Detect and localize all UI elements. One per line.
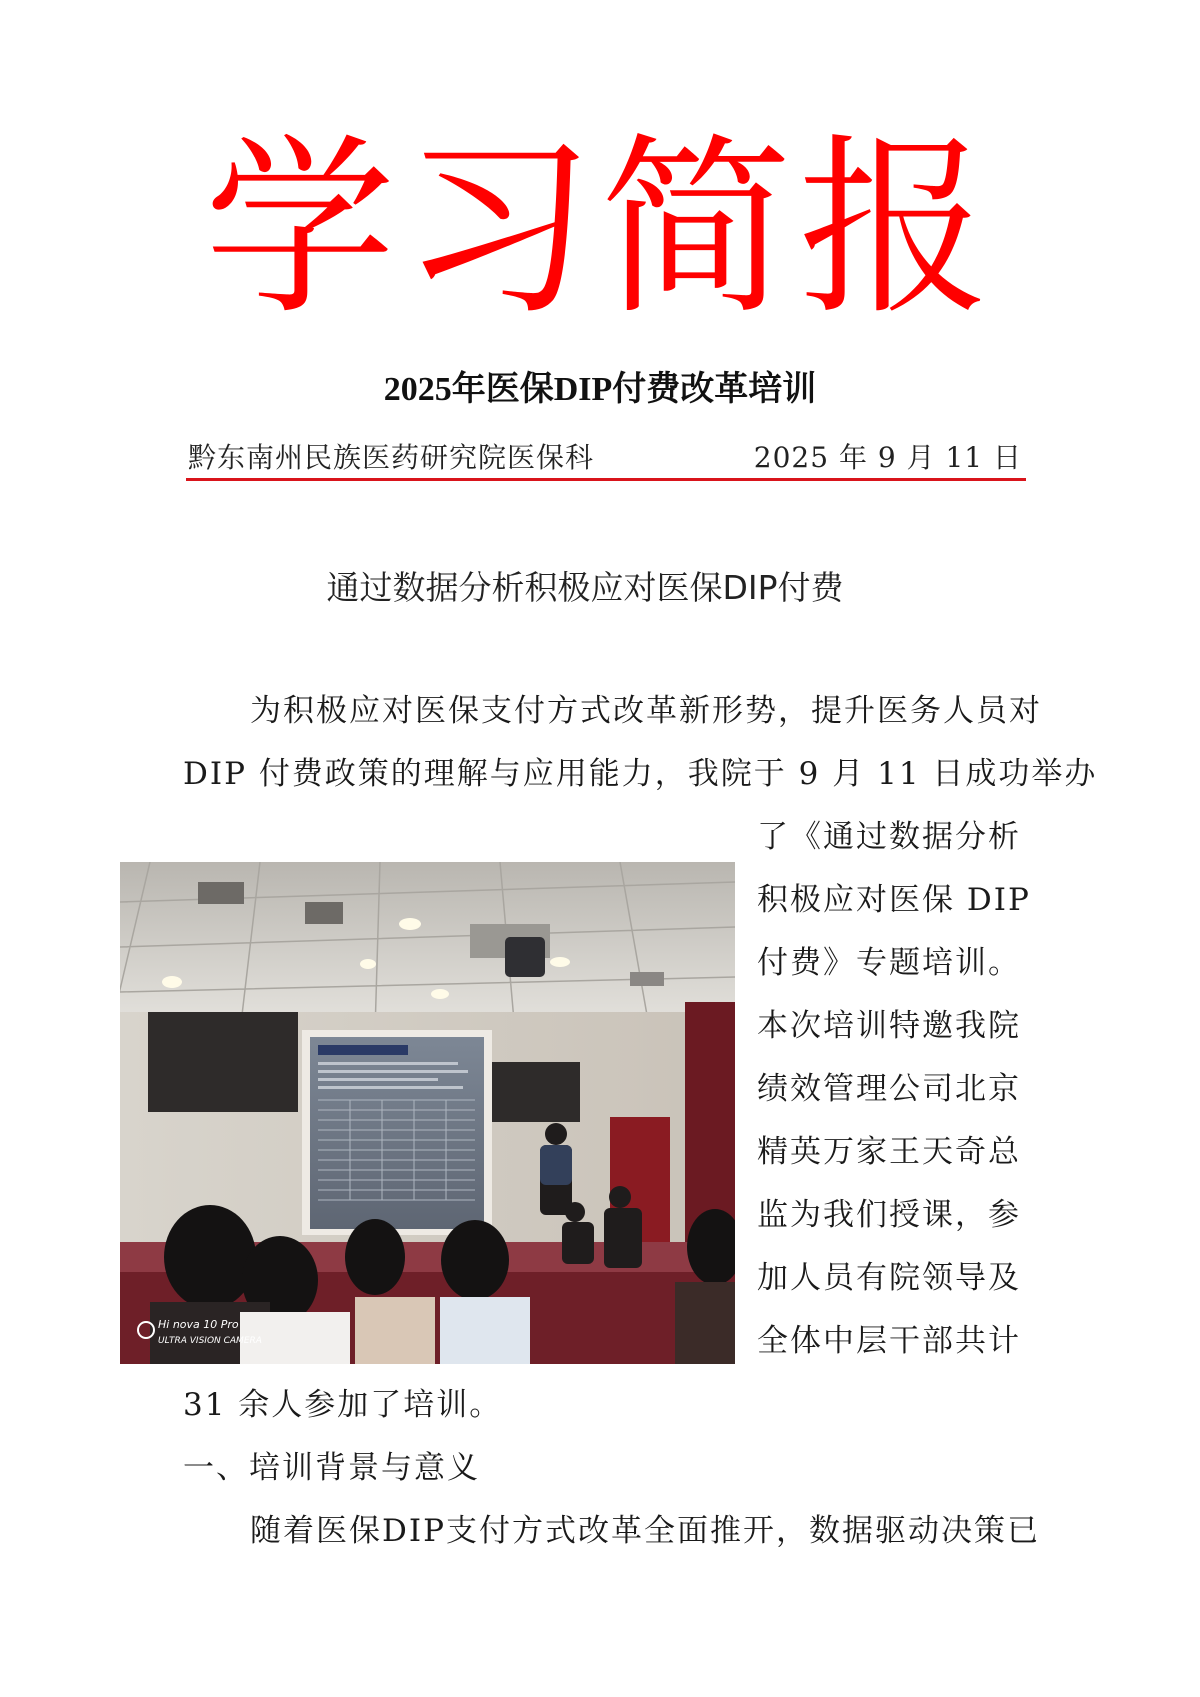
header-divider bbox=[186, 478, 1026, 481]
byline-organization: 黔东南州民族医药研究院医保科 bbox=[188, 441, 595, 474]
masthead-title: 学习简报 bbox=[204, 118, 996, 341]
paragraph-line: 绩效管理公司北京 bbox=[757, 1071, 1021, 1107]
article-title: 通过数据分析积极应对医保DIP付费 bbox=[326, 568, 844, 607]
paragraph-line: 随着医保DIP支付方式改革全面推开，数据驱动决策已 bbox=[250, 1513, 1040, 1549]
paragraph-line: 加人员有院领导及 bbox=[757, 1260, 1021, 1296]
bulletin-subtitle: 2025年医保DIP付费改革培训 bbox=[383, 371, 817, 408]
paragraph-line: 付费》专题培训。 bbox=[757, 945, 1021, 981]
paragraph-line: 31 余人参加了培训。 bbox=[183, 1387, 503, 1423]
paragraph-line: DIP 付费政策的理解与应用能力，我院于 9 月 11 日成功举办 bbox=[183, 756, 1098, 792]
paragraph-line: 积极应对医保 DIP bbox=[757, 882, 1031, 918]
paragraph-line: 精英万家王天奇总 bbox=[757, 1134, 1021, 1170]
camera-watermark: Hi nova 10 Pro bbox=[158, 1318, 239, 1331]
byline-date: 2025 年 9 月 11 日 bbox=[753, 441, 1022, 474]
paragraph-line: 为积极应对医保支付方式改革新形势，提升医务人员对 bbox=[250, 693, 1042, 729]
paragraph-line: 了《通过数据分析 bbox=[757, 819, 1021, 855]
paragraph-line: 全体中层干部共计 bbox=[757, 1323, 1021, 1359]
byline bbox=[188, 438, 1026, 478]
section-heading: 一、培训背景与意义 bbox=[183, 1450, 480, 1486]
training-photo bbox=[120, 862, 735, 1364]
paragraph-line: 本次培训特邀我院 bbox=[757, 1008, 1021, 1044]
paragraph-line: 监为我们授课，参 bbox=[757, 1197, 1021, 1233]
camera-watermark-sub: ULTRA VISION CAMERA bbox=[158, 1336, 262, 1346]
